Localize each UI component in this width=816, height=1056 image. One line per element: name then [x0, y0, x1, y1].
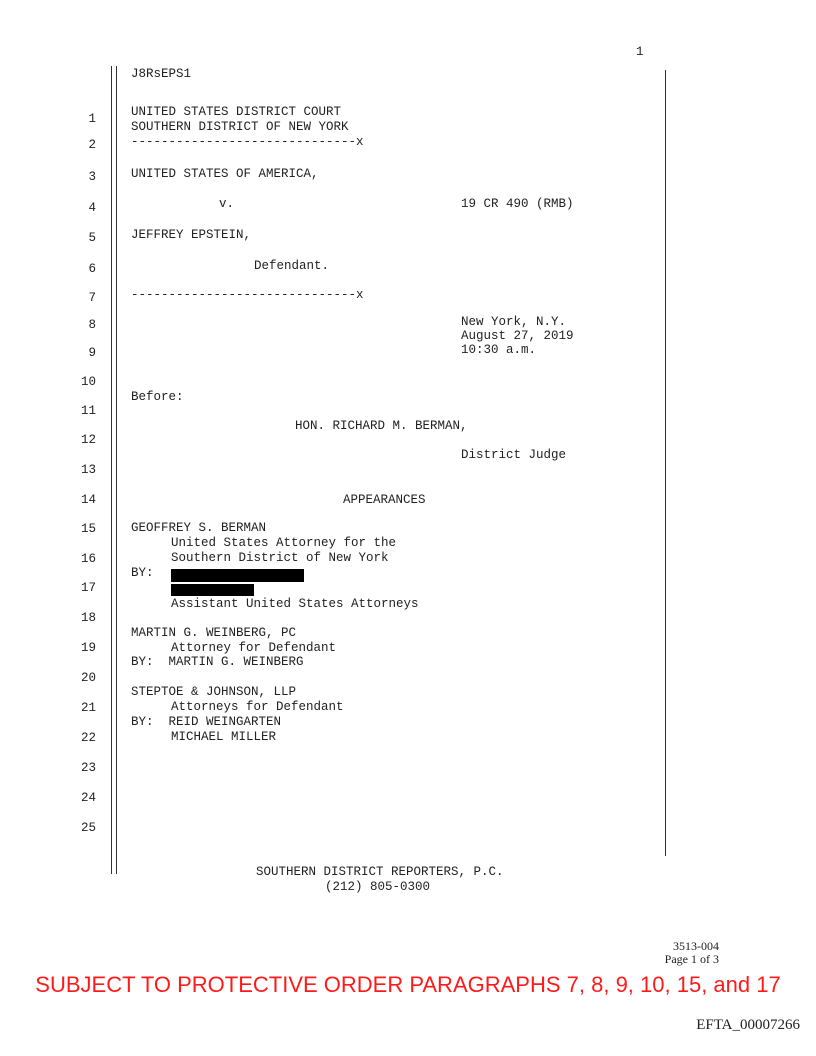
line-number: 2	[88, 138, 96, 152]
line-number: 10	[80, 375, 96, 389]
defendant-label: Defendant.	[254, 259, 330, 273]
date: August 27, 2019	[461, 329, 574, 343]
court-name: UNITED STATES DISTRICT COURT	[131, 105, 342, 119]
header-code: J8RsEPS1	[131, 67, 192, 81]
redaction-block	[171, 584, 254, 596]
page-of: Page 1 of 3	[664, 952, 719, 966]
line-number: 23	[80, 761, 96, 775]
line-number: 4	[88, 201, 96, 215]
line-number: 21	[80, 701, 96, 715]
line-number: 20	[80, 671, 96, 685]
judge-title: District Judge	[461, 448, 567, 462]
left-border-outer	[111, 66, 112, 874]
caption-rule: ------------------------------x	[131, 135, 364, 149]
bates-number: EFTA_00007266	[696, 1017, 800, 1033]
attorney-name: GEOFFREY S. BERMAN	[131, 521, 267, 535]
caption-rule: ------------------------------x	[131, 288, 364, 302]
line-number: 18	[80, 611, 96, 625]
firm-name: MARTIN G. WEINBERG, PC	[131, 626, 297, 640]
appearances-heading: APPEARANCES	[343, 493, 426, 507]
line-number: 16	[80, 552, 96, 566]
court-district: SOUTHERN DISTRICT OF NEW YORK	[131, 120, 349, 134]
firm-role: Attorney for Defendant	[171, 641, 337, 655]
line-number: 11	[80, 404, 96, 418]
attorney-title: United States Attorney for the	[171, 536, 397, 550]
judge-name: HON. RICHARD M. BERMAN,	[295, 419, 468, 433]
line-number: 19	[80, 641, 96, 655]
by-label: BY:	[131, 566, 154, 580]
line-number: 5	[88, 231, 96, 245]
document-reference: 3513-004	[673, 939, 719, 953]
line-number: 15	[80, 522, 96, 536]
defendant-name: JEFFREY EPSTEIN,	[131, 228, 252, 242]
attorneys-role: Assistant United States Attorneys	[171, 597, 419, 611]
page-number: 1	[636, 45, 644, 59]
firm-role: Attorneys for Defendant	[171, 700, 344, 714]
reporter-name: SOUTHERN DISTRICT REPORTERS, P.C.	[256, 865, 504, 879]
location: New York, N.Y.	[461, 315, 567, 329]
before-label: Before:	[131, 390, 184, 404]
line-number: 1	[88, 112, 96, 126]
left-border-inner	[116, 66, 117, 874]
line-number: 13	[80, 463, 96, 477]
firm-attorney: MICHAEL MILLER	[171, 730, 277, 744]
line-number: 6	[88, 262, 96, 276]
line-number: 7	[88, 291, 96, 305]
attorney-office: Southern District of New York	[171, 551, 389, 565]
line-number: 22	[80, 731, 96, 745]
firm-attorney: BY: REID WEINGARTEN	[131, 715, 282, 729]
case-number: 19 CR 490 (RMB)	[461, 197, 574, 211]
versus: v.	[219, 197, 235, 211]
firm-attorney: BY: MARTIN G. WEINBERG	[131, 655, 304, 669]
reporter-phone: (212) 805-0300	[325, 880, 431, 894]
line-number: 12	[80, 433, 96, 447]
plaintiff: UNITED STATES OF AMERICA,	[131, 167, 319, 181]
firm-name: STEPTOE & JOHNSON, LLP	[131, 685, 297, 699]
line-number: 8	[88, 318, 96, 332]
redaction-block	[171, 569, 304, 582]
line-number: 17	[80, 581, 96, 595]
time: 10:30 a.m.	[461, 343, 537, 357]
protective-order-notice: SUBJECT TO PROTECTIVE ORDER PARAGRAPHS 7, 8, 9, 10, 15, and 17	[35, 972, 781, 997]
line-number: 3	[88, 170, 96, 184]
line-number: 14	[80, 493, 96, 507]
line-number: 9	[88, 346, 96, 360]
right-border	[665, 70, 666, 856]
line-number: 25	[80, 821, 96, 835]
line-number: 24	[80, 791, 96, 805]
